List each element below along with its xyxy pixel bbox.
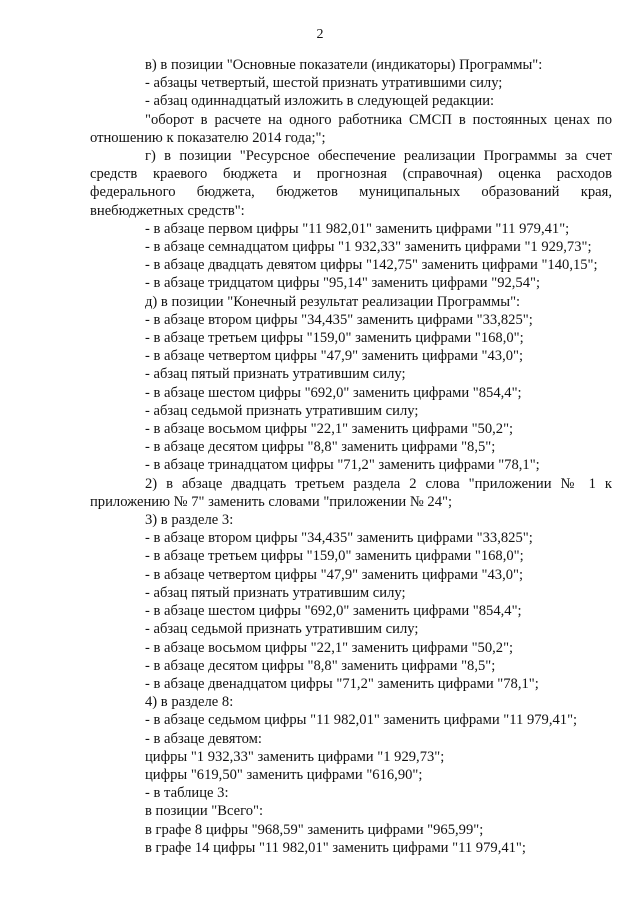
- text-line: - в абзаце первом цифры "11 982,01" заменить цифрами "11 979,41";: [145, 220, 570, 237]
- text-line: - в абзаце третьем цифры "159,0" заменить цифрами "168,0";: [145, 330, 524, 347]
- text-line: - абзац седьмой признать утратившим силу;: [145, 402, 419, 419]
- text-line: - в абзаце двенадцатом цифры "71,2" заменить цифрами "78,1";: [145, 675, 539, 692]
- document-body: [90, 56, 612, 857]
- text-line: 4) в разделе 8:: [145, 694, 234, 711]
- text-line: - в абзаце четвертом цифры "47,9" заменить цифрами "43,0";: [145, 566, 524, 583]
- text-line: - абзац пятый признать утратившим силу;: [145, 366, 406, 383]
- text-line: - в абзаце шестом цифры "692,0" заменить цифрами "854,4";: [145, 603, 522, 620]
- text-line: - в абзаце втором цифры "34,435" заменить цифрами "33,825";: [145, 530, 533, 547]
- text-line: - в абзаце тридцатом цифры "95,14" заменить цифрами "92,54";: [145, 275, 541, 292]
- text-line: - абзац одиннадцатый изложить в следующей редакции:: [145, 93, 495, 110]
- page-number: 2: [316, 27, 324, 42]
- text-line: - в абзаце девятом:: [145, 730, 262, 747]
- text-line: - в абзаце третьем цифры "159,0" заменить цифрами "168,0";: [145, 548, 524, 565]
- text-line: - в абзаце шестом цифры "692,0" заменить цифрами "854,4";: [145, 384, 522, 401]
- text-line: - в абзаце десятом цифры "8,8" заменить цифрами "8,5";: [145, 657, 496, 674]
- text-line: цифры "1 932,33" заменить цифрами "1 929,73";: [145, 748, 445, 765]
- text-line: г) в позиции "Ресурсное обеспечение реализации Программы за счет средств краевого бюджета и прогнозная (справочная) оценка расходов федерального бюджета, бюджетов муниципальных образований края, внебюджетных средств":: [90, 148, 612, 219]
- text-line: - в абзаце тринадцатом цифры "71,2" заменить цифрами "78,1";: [145, 457, 540, 474]
- text-line: - в абзаце восьмом цифры "22,1" заменить цифрами "50,2";: [145, 639, 514, 656]
- text-line: - в абзаце восьмом цифры "22,1" заменить цифрами "50,2";: [145, 421, 514, 438]
- text-line: "оборот в расчете на одного работника СМСП в постоянных ценах по отношению к показателю 2014 года;";: [90, 111, 612, 146]
- text-line: - в абзаце семнадцатом цифры "1 932,33" заменить цифрами "1 929,73";: [145, 239, 592, 256]
- text-line: - абзацы четвертый, шестой признать утратившими силу;: [145, 75, 503, 92]
- text-line: в графе 14 цифры "11 982,01" заменить цифрами "11 979,41";: [145, 839, 526, 856]
- text-line: в) в позиции "Основные показатели (индикаторы) Программы":: [145, 57, 543, 73]
- text-line: 3) в разделе 3:: [145, 512, 234, 529]
- text-line: - абзац пятый признать утратившим силу;: [145, 584, 406, 601]
- text-line: 2) в абзаце двадцать третьем раздела 2 слова "приложении № 1 к приложению № 7" заменить словами "приложении № 24";: [90, 475, 612, 510]
- text-line: - в абзаце втором цифры "34,435" заменить цифрами "33,825";: [145, 311, 533, 328]
- text-line: в позиции "Всего":: [145, 803, 264, 820]
- text-line: - в таблице 3:: [145, 785, 229, 802]
- text-line: д) в позиции "Конечный результат реализации Программы":: [145, 293, 521, 310]
- text-line: в графе 8 цифры "968,59" заменить цифрами "965,99";: [145, 821, 484, 838]
- text-line: - абзац седьмой признать утратившим силу;: [145, 621, 419, 638]
- text-line: - в абзаце седьмом цифры "11 982,01" заменить цифрами "11 979,41";: [145, 712, 578, 729]
- text-line: - в абзаце четвертом цифры "47,9" заменить цифрами "43,0";: [145, 348, 524, 365]
- text-line: - в абзаце десятом цифры "8,8" заменить цифрами "8,5";: [145, 439, 496, 456]
- text-line: цифры "619,50" заменить цифрами "616,90";: [145, 766, 423, 783]
- text-line: - в абзаце двадцать девятом цифры "142,75" заменить цифрами "140,15";: [145, 257, 598, 274]
